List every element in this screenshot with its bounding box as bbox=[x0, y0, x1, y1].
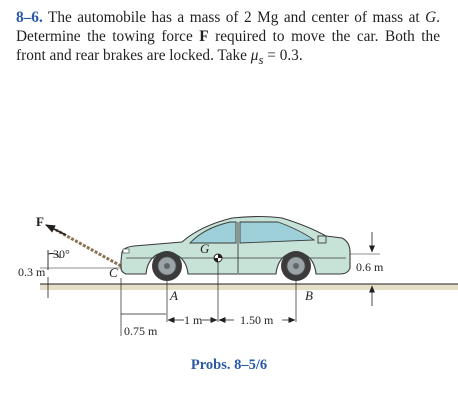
problem-text-1: The automobile has a mass of 2 Mg and center of mass at bbox=[42, 9, 426, 26]
figure-caption: Probs. 8–5/6 bbox=[190, 357, 268, 373]
dim-150-label: 1.50 m bbox=[240, 313, 274, 327]
angle-label: 30° bbox=[53, 247, 70, 261]
force-label: F bbox=[36, 214, 44, 229]
problem-text-3: required to move the car. Both the front and rear brakes are locked. Take bbox=[16, 28, 440, 65]
problem-statement bbox=[16, 8, 440, 71]
problem-number: 8–6. bbox=[16, 9, 43, 26]
point-a-label: A bbox=[170, 288, 178, 303]
center-of-mass-marker bbox=[214, 254, 222, 262]
var-mu: μ bbox=[250, 47, 259, 65]
point-b-label: B bbox=[305, 288, 313, 303]
problem-text-2: . Determine the towing force bbox=[16, 9, 440, 46]
car-headlight bbox=[123, 249, 129, 253]
ground-surface bbox=[40, 284, 458, 290]
dim-075-label: 0.75 m bbox=[124, 324, 158, 338]
point-c-label: C bbox=[109, 265, 118, 280]
force-arrow bbox=[46, 225, 66, 235]
rear-wheel bbox=[281, 251, 311, 281]
var-mu-sub: s bbox=[258, 53, 264, 68]
var-g: G bbox=[425, 9, 437, 26]
tow-height-label: 0.3 m bbox=[18, 265, 46, 279]
car-towing-figure bbox=[0, 200, 458, 350]
var-f: F bbox=[199, 28, 209, 46]
cg-height-label: 0.6 m bbox=[356, 260, 384, 274]
g-label: G bbox=[200, 241, 210, 256]
problem-text-4: = 0.3. bbox=[263, 47, 303, 65]
dim-1m-label: 1 m bbox=[184, 313, 203, 327]
front-wheel bbox=[152, 251, 182, 281]
